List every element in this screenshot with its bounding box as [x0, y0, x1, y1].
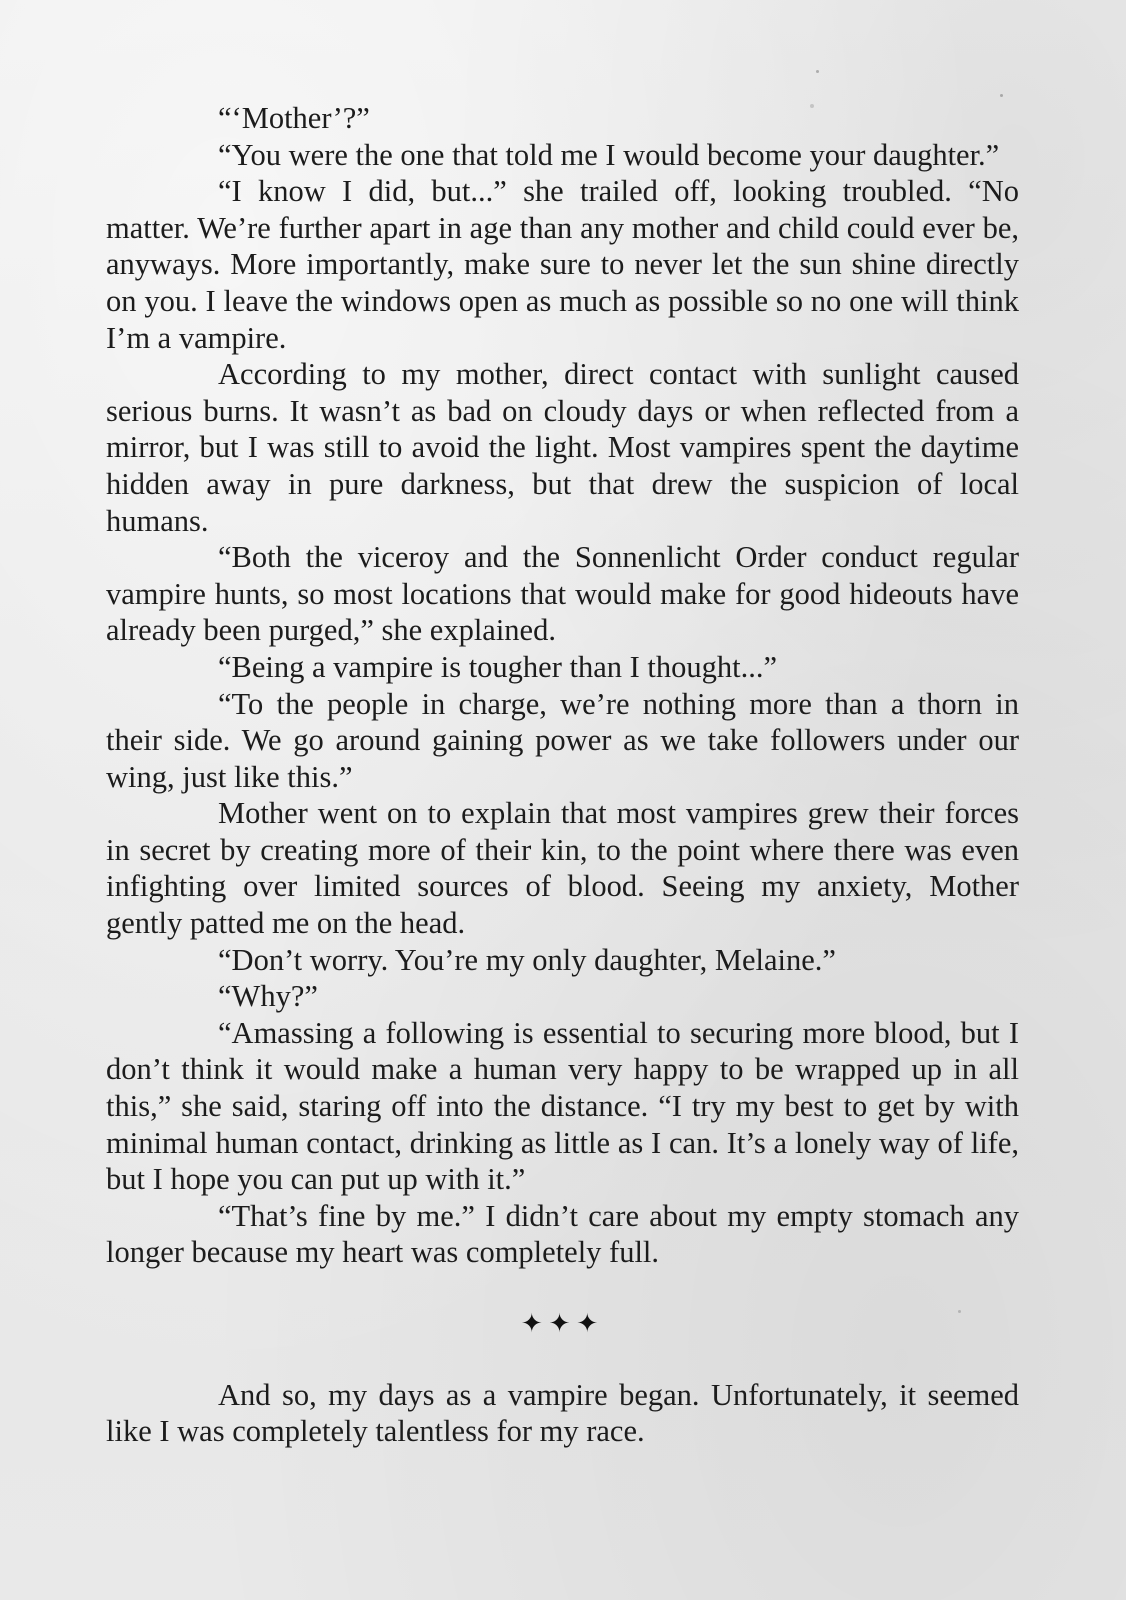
paragraph: “Why?” — [218, 979, 318, 1014]
paper-speck — [816, 70, 819, 73]
paragraph: Mother went on to explain that most vampires grew their forces in secret by creating more of their kin, to the point where there was even infighting over limited sources of blood. Seeing my anxiety, Mother gently patted me on the head. — [106, 796, 1019, 941]
paragraph: “That’s fine by me.” I didn’t care about my empty stomach any longer because my heart was completely full. — [106, 1198, 1019, 1270]
paragraph: “‘Mother’?” — [218, 101, 370, 135]
body-text — [106, 100, 1019, 1450]
paragraph: “I know I did, but...” she trailed off, looking troubled. “No matter. We’re further apart in age than any mother and child could ever be, anyways. More importantly, make sure to never let the sun shine directly on you. I leave the windows open as much as possible so no one will think I’m a vampire. — [106, 174, 1019, 355]
closing-paragraph: And so, my days as a vampire began. Unfortunately, it seemed like I was completely talentless for my race. — [106, 1377, 1019, 1449]
scene-break-ornament: ✦✦✦ — [520, 1309, 605, 1339]
paragraph: “Being a vampire is tougher than I thought...” — [218, 649, 778, 684]
paragraph: “To the people in charge, we’re nothing more than a thorn in their side. We go around gaining power as we take followers under our wing, just like this.” — [106, 686, 1019, 794]
paragraph: “You were the one that told me I would become your daughter.” — [218, 137, 1000, 172]
paper-speck — [1000, 94, 1003, 97]
paragraph: “Both the viceroy and the Sonnenlicht Order conduct regular vampire hunts, so most locations that would make for good hideouts have already been purged,” she explained. — [106, 540, 1019, 648]
paragraph: “Don’t worry. You’re my only daughter, Melaine.” — [218, 942, 836, 977]
paragraph: According to my mother, direct contact with sunlight caused serious burns. It wasn’t as bad on cloudy days or when reflected from a mirror, but I was still to avoid the light. Most vampires spent the daytime hidden away in pure darkness, but that drew the suspicion of local humans. — [106, 357, 1019, 538]
paragraph: “Amassing a following is essential to securing more blood, but I don’t think it would make a human very happy to be wrapped up in all this,” she said, staring off into the distance. “I try my best to get by with minimal human contact, drinking as little as I can. It’s a lonely way of life, but I hope you can put up with it.” — [106, 1015, 1019, 1197]
